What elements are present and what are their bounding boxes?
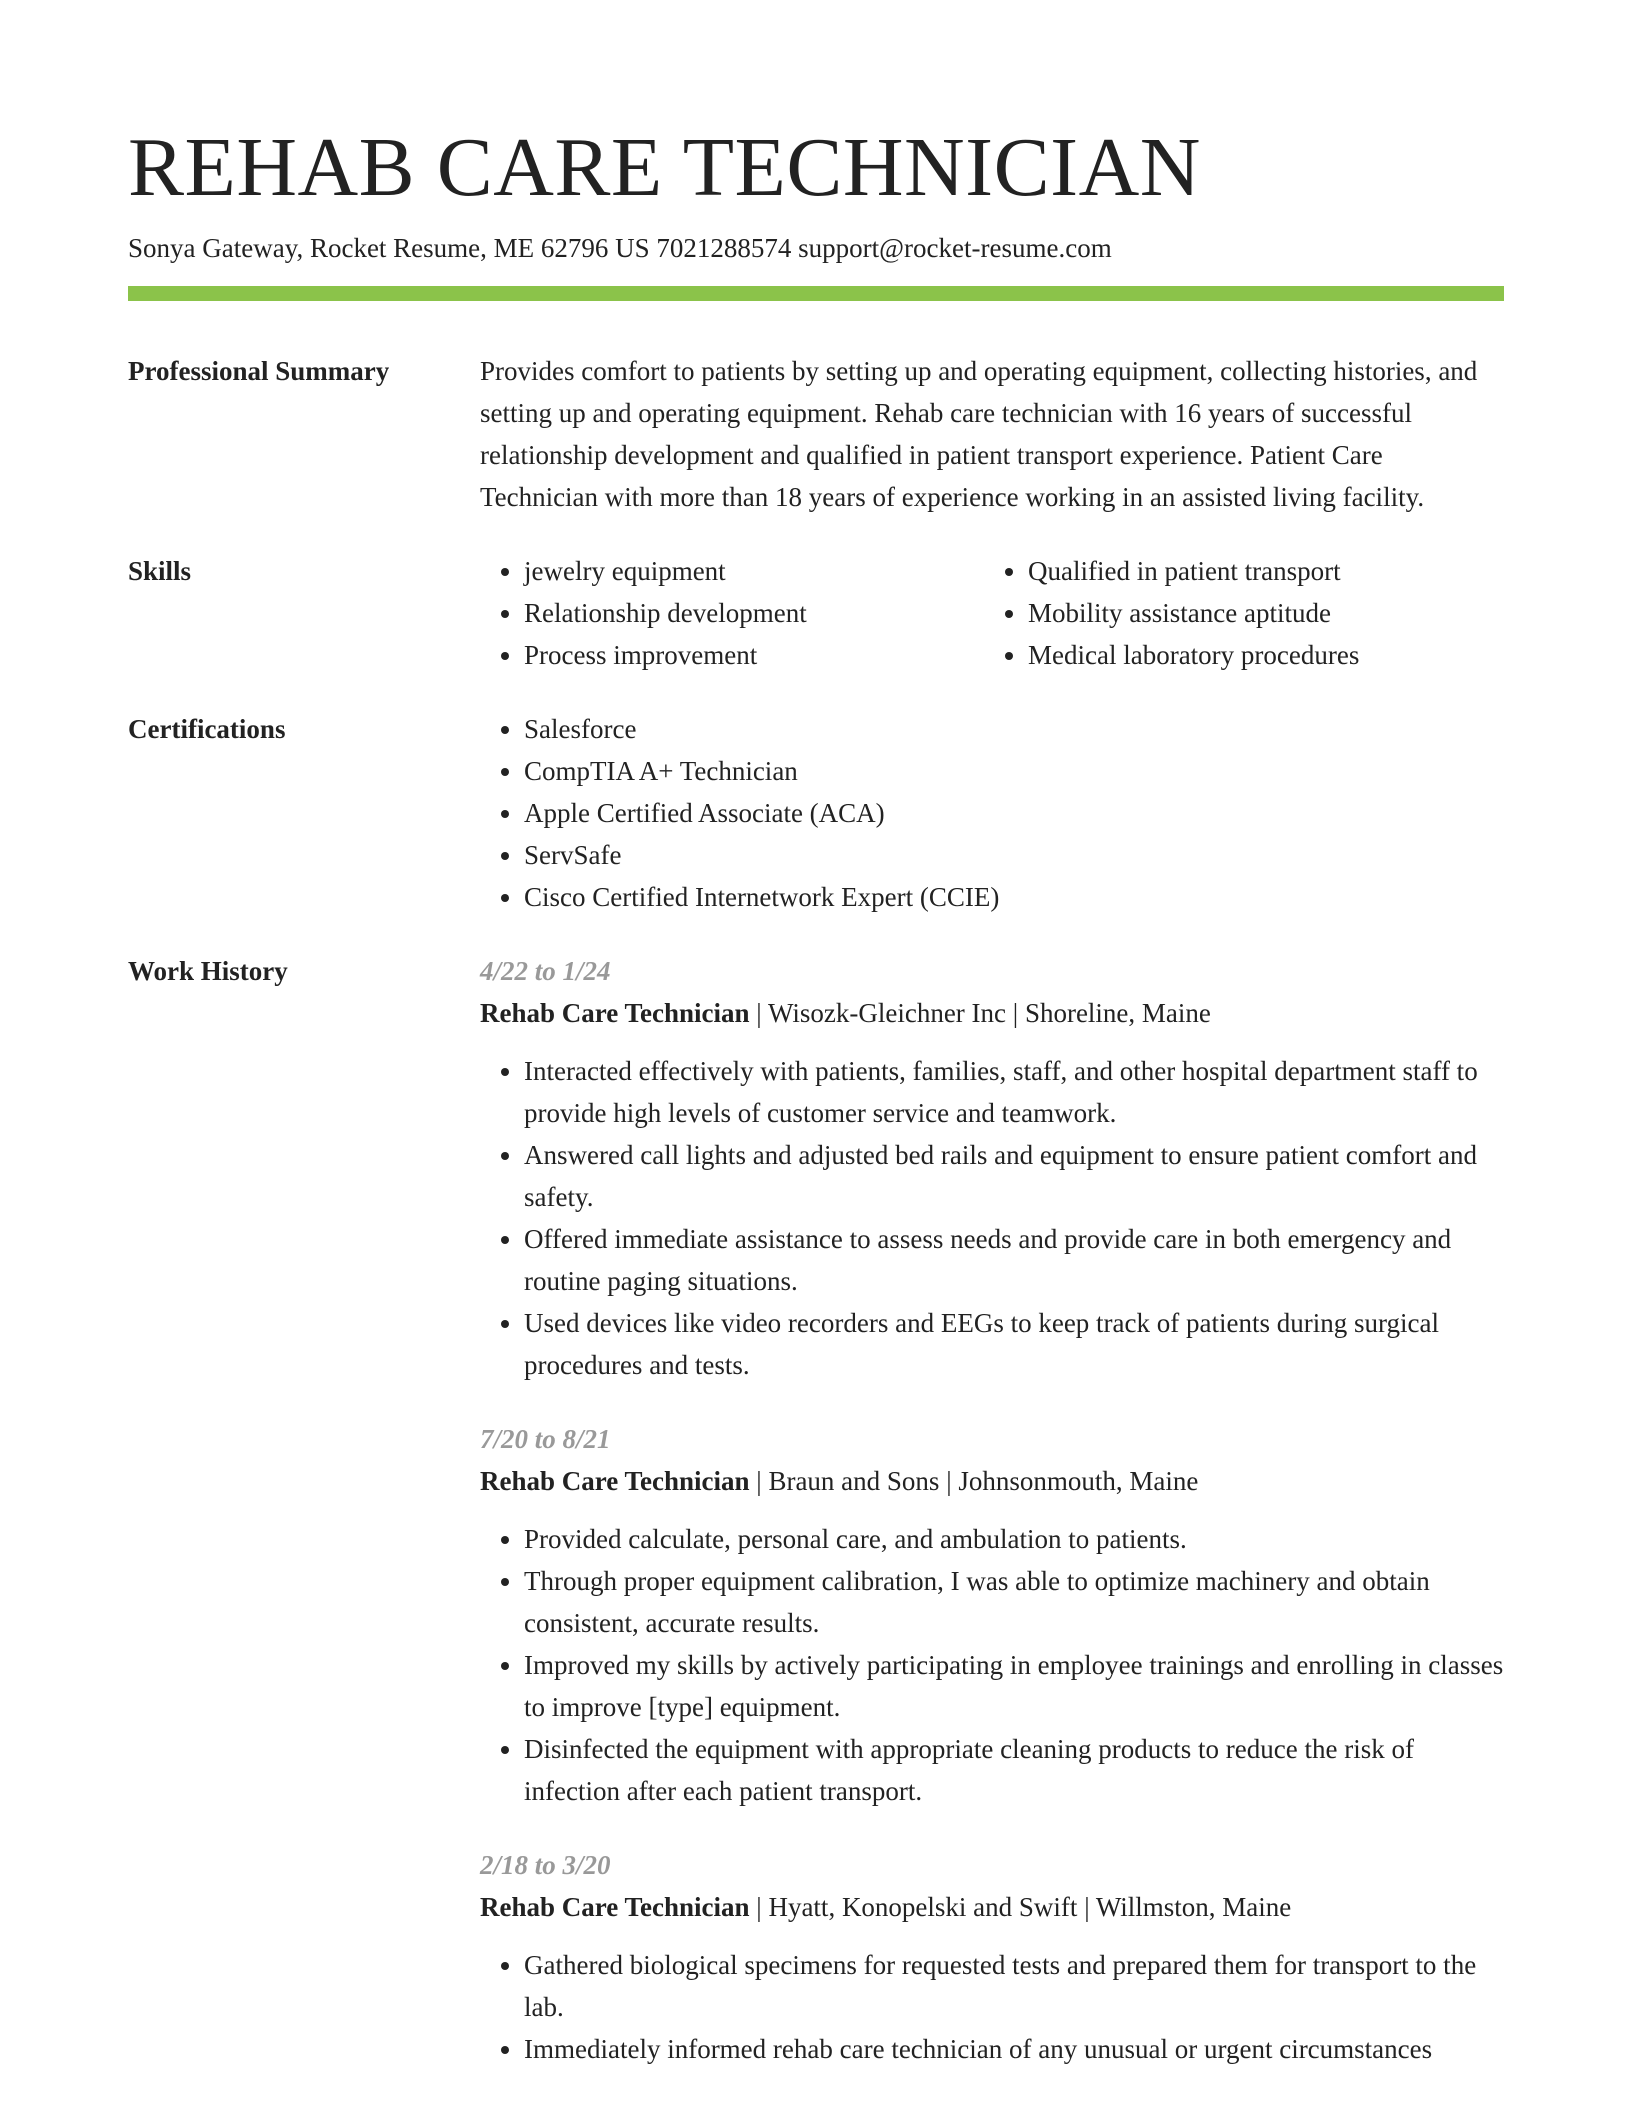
resume-sections bbox=[128, 350, 1504, 2102]
job-bullet: • Answered call lights and adjusted bed rails and equipment to ensure patient comfort and safety. bbox=[524, 1134, 1504, 1218]
skill-item: • Relationship development bbox=[524, 592, 984, 634]
job-separator: | bbox=[756, 1466, 762, 1496]
job-separator: | bbox=[1012, 998, 1019, 1028]
job-entry bbox=[480, 1418, 1504, 1812]
skills-list-left bbox=[480, 550, 984, 676]
job-dates: 2/18 to 3/20 bbox=[480, 1850, 611, 1880]
resume-name: REHAB CARE TECHNICIAN bbox=[128, 121, 1201, 214]
certifications-section bbox=[128, 708, 1504, 918]
certifications-list bbox=[480, 708, 1504, 918]
job-bullet: • Gathered biological specimens for requested tests and prepared them for transport to the lab. bbox=[524, 1944, 1504, 2028]
skills-body bbox=[480, 550, 1504, 676]
job-header bbox=[480, 1460, 1504, 1502]
job-title: Rehab Care Technician bbox=[480, 998, 750, 1028]
job-bullet: • Immediately informed rehab care technician of any unusual or urgent circumstances bbox=[524, 2028, 1504, 2070]
job-bullet: • Improved my skills by actively participating in employee trainings and enrolling in classes to improve [type] equipment. bbox=[524, 1644, 1504, 1728]
work-history-body bbox=[480, 950, 1504, 2070]
job-company: Hyatt, Konopelski and Swift bbox=[768, 1892, 1078, 1922]
job-company: Wisozk-Gleichner Inc bbox=[767, 998, 1007, 1028]
skills-section bbox=[128, 550, 1504, 676]
skills-list-right bbox=[984, 550, 1488, 676]
certifications-body bbox=[480, 708, 1504, 918]
certification-item: • Cisco Certified Internetwork Expert (CCIE) bbox=[524, 876, 1504, 918]
work-history-section bbox=[128, 950, 1504, 2070]
certification-item: • CompTIA A+ Technician bbox=[524, 750, 1504, 792]
job-bullet: • Offered immediate assistance to assess needs and provide care in both emergency and routine paging situations. bbox=[524, 1218, 1504, 1302]
job-location: Willmston, Maine bbox=[1095, 1892, 1292, 1922]
job-dates: 7/20 to 8/21 bbox=[480, 1424, 611, 1454]
job-title: Rehab Care Technician bbox=[480, 1892, 750, 1922]
header-divider bbox=[128, 286, 1504, 301]
job-dates: 4/22 to 1/24 bbox=[480, 956, 611, 986]
certification-item: • ServSafe bbox=[524, 834, 1504, 876]
job-separator: | bbox=[1084, 1892, 1090, 1922]
job-bullets bbox=[480, 1944, 1504, 2070]
certification-item: • Salesforce bbox=[524, 708, 1504, 750]
job-separator: | bbox=[756, 1892, 762, 1922]
job-entry bbox=[480, 1844, 1504, 2070]
job-company: Braun and Sons bbox=[768, 1466, 940, 1496]
skill-item: • Mobility assistance aptitude bbox=[1028, 592, 1488, 634]
job-header bbox=[480, 1886, 1504, 1928]
summary-heading: Professional Summary bbox=[128, 356, 390, 386]
job-bullets bbox=[480, 1050, 1504, 1386]
summary-section bbox=[128, 350, 1504, 518]
skills-heading: Skills bbox=[128, 556, 192, 586]
certification-item: • Apple Certified Associate (ACA) bbox=[524, 792, 1504, 834]
certifications-heading: Certifications bbox=[128, 714, 286, 744]
job-bullet: • Through proper equipment calibration, I was able to optimize machinery and obtain consistent, accurate results. bbox=[524, 1560, 1504, 1644]
job-separator: | bbox=[756, 998, 762, 1028]
job-bullet: • Disinfected the equipment with appropriate cleaning products to reduce the risk of infection after each patient transport. bbox=[524, 1728, 1504, 1812]
job-entry bbox=[480, 950, 1504, 1386]
skill-item: • jewelry equipment bbox=[524, 550, 984, 592]
work-history-heading: Work History bbox=[128, 956, 288, 986]
job-separator: | bbox=[946, 1466, 952, 1496]
job-bullet: • Provided calculate, personal care, and ambulation to patients. bbox=[524, 1518, 1504, 1560]
job-bullets bbox=[480, 1518, 1504, 1812]
job-location: Shoreline, Maine bbox=[1024, 998, 1211, 1028]
summary-body bbox=[480, 350, 1504, 518]
job-bullet: • Interacted effectively with patients, families, staff, and other hospital department staff to provide high levels of customer service and teamwork. bbox=[524, 1050, 1504, 1134]
skill-item: • Medical laboratory procedures bbox=[1028, 634, 1488, 676]
job-location: Johnsonmouth, Maine bbox=[958, 1466, 1199, 1496]
summary-text: Provides comfort to patients by setting up and operating equipment, collecting histories, and setting up and operating equipment. Rehab care technician with 16 years of successful relationship development and qualified in patient transport experience. Patient Care Technician with more than 18 years of experience working in an assisted living facility. bbox=[480, 356, 1478, 512]
job-title: Rehab Care Technician bbox=[480, 1466, 750, 1496]
job-header bbox=[480, 992, 1504, 1034]
contact-info: Sonya Gateway, Rocket Resume, ME 62796 US 7021288574 support@rocket-resume.com bbox=[128, 233, 1112, 263]
skill-item: • Process improvement bbox=[524, 634, 984, 676]
skill-item: • Qualified in patient transport bbox=[1028, 550, 1488, 592]
job-bullet: • Used devices like video recorders and EEGs to keep track of patients during surgical procedures and tests. bbox=[524, 1302, 1504, 1386]
